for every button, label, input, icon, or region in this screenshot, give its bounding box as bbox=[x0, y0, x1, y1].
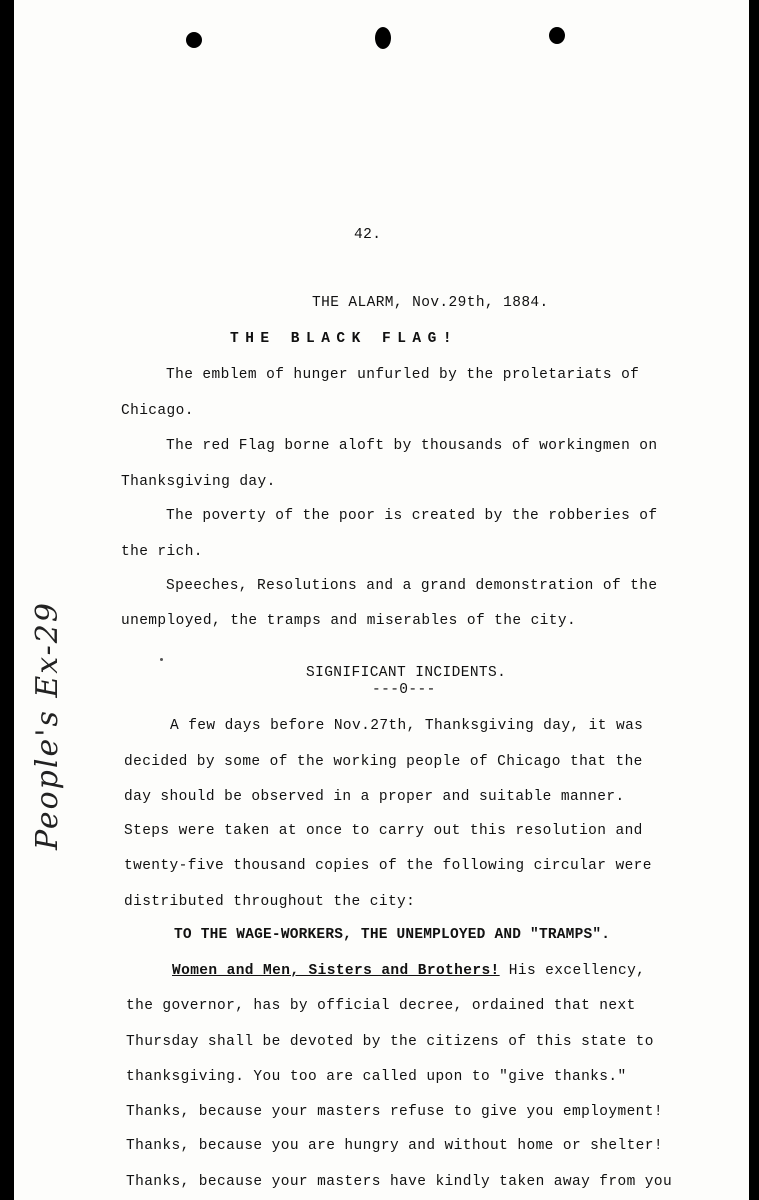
punch-hole-center bbox=[375, 27, 391, 49]
summary-line: Speeches, Resolutions and a grand demonstration of the bbox=[166, 578, 658, 594]
circular-line: Thanks, because your masters have kindly taken away from you bbox=[126, 1174, 673, 1190]
headline: THE BLACK FLAG! bbox=[230, 331, 459, 347]
body-line: day should be observed in a proper and suitable manner. bbox=[124, 789, 625, 805]
circular-title: TO THE WAGE-WORKERS, THE UNEMPLOYED AND "TRAMPS". bbox=[174, 927, 611, 943]
document-page bbox=[14, 0, 749, 1200]
circular-salutation: Women and Men, Sisters and Brothers! bbox=[172, 963, 500, 979]
circular-first-line bbox=[172, 962, 645, 980]
body-line: distributed throughout the city: bbox=[124, 894, 416, 910]
body-line: Steps were taken at once to carry out this resolution and bbox=[124, 823, 643, 839]
page-number: 42. bbox=[354, 227, 382, 243]
circular-line: Thanks, because your masters refuse to give you employment! bbox=[126, 1104, 663, 1120]
circular-first-line-rest: His excellency, bbox=[499, 963, 646, 979]
summary-line: The red Flag borne aloft by thousands of workingmen on bbox=[166, 438, 658, 454]
summary-line: Chicago. bbox=[121, 403, 194, 419]
circular-line: thanksgiving. You too are called upon to "give thanks." bbox=[126, 1069, 627, 1085]
section-divider: ---0--- bbox=[372, 682, 436, 698]
publication-line: THE ALARM, Nov.29th, 1884. bbox=[312, 295, 549, 311]
punch-hole-left bbox=[186, 32, 202, 48]
ink-speck bbox=[160, 658, 163, 661]
body-line: decided by some of the working people of Chicago that the bbox=[124, 754, 643, 770]
summary-line: The poverty of the poor is created by the robberies of bbox=[166, 508, 658, 524]
summary-line: The emblem of hunger unfurled by the proletariats of bbox=[166, 367, 640, 383]
circular-line: the governor, has by official decree, ordained that next bbox=[126, 998, 636, 1014]
circular-line: Thanks, because you are hungry and without home or shelter! bbox=[126, 1138, 663, 1154]
summary-line: the rich. bbox=[121, 544, 203, 560]
punch-hole-right bbox=[549, 27, 565, 44]
body-line: twenty-five thousand copies of the following circular were bbox=[124, 858, 652, 874]
margin-annotation: People's Ex-29 bbox=[30, 601, 65, 850]
summary-line: Thanksgiving day. bbox=[121, 474, 276, 490]
circular-line: Thursday shall be devoted by the citizens of this state to bbox=[126, 1034, 654, 1050]
body-line: A few days before Nov.27th, Thanksgiving day, it was bbox=[170, 718, 644, 734]
summary-line: unemployed, the tramps and miserables of the city. bbox=[121, 613, 577, 629]
section-heading: SIGNIFICANT INCIDENTS. bbox=[306, 665, 507, 681]
